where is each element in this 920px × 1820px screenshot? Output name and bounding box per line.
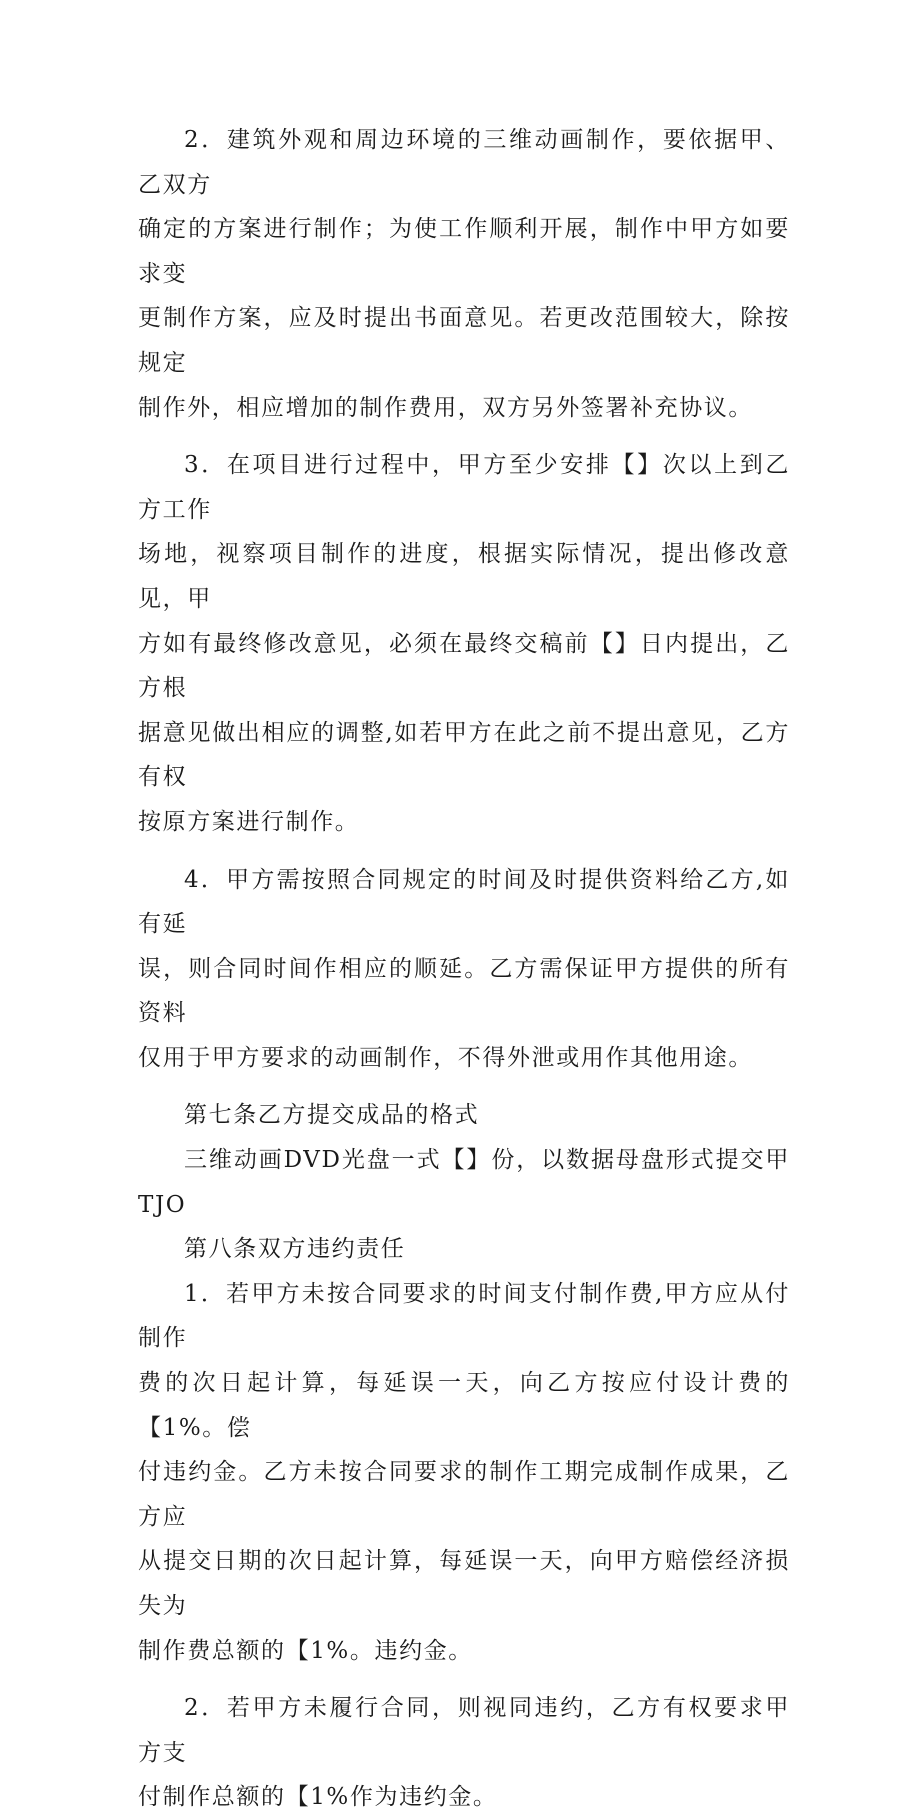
- text-line: 4．甲方需按照合同规定的时间及时提供资料给乙方,如有延: [138, 866, 790, 938]
- paragraph-clause-3: [138, 443, 790, 844]
- text-line: 制作费总额的【1%。违约金。: [138, 1637, 473, 1664]
- text-line: 按原方案进行制作。: [138, 808, 360, 835]
- text-line: 更制作方案，应及时提出书面意见。若更改范围较大，除按规定: [138, 305, 790, 376]
- article-8-heading: [138, 1227, 790, 1272]
- paragraph-clause-4: [138, 858, 790, 1081]
- article-7-heading: [138, 1093, 790, 1138]
- text-line: 付制作总额的【1%作为违约金。: [138, 1784, 498, 1811]
- document-page: [138, 118, 790, 1820]
- text-line: 第八条双方违约责任: [184, 1236, 406, 1263]
- paragraph-clause-2: [138, 118, 790, 430]
- text-line: 2．若甲方未履行合同，则视同违约，乙方有权要求甲方支: [138, 1695, 790, 1766]
- text-line: 3．在项目进行过程中，甲方至少安排【】次以上到乙方工作: [138, 452, 790, 523]
- paragraph-clause-8-2: [138, 1686, 790, 1820]
- article-7-content: [138, 1138, 790, 1227]
- text-line: 从提交日期的次日起计算，每延误一天，向甲方赔偿经济损失为: [138, 1548, 790, 1619]
- text-line: 仅用于甲方要求的动画制作，不得外泄或用作其他用途。: [138, 1044, 753, 1071]
- text-line: 制作外，相应增加的制作费用，双方另外签署补充协议。: [138, 394, 753, 421]
- text-line: 第七条乙方提交成品的格式: [184, 1102, 480, 1129]
- text-line: 据意见做出相应的调整,如若甲方在此之前不提出意见，乙方有权: [138, 719, 790, 791]
- text-line: 方如有最终修改意见，必须在最终交稿前【】日内提出，乙方根: [138, 630, 790, 702]
- text-line: 场地，视察项目制作的进度，根据实际情况，提出修改意见，甲: [138, 541, 790, 612]
- text-line: 确定的方案进行制作；为使工作顺利开展，制作中甲方如要求变: [138, 216, 790, 287]
- paragraph-clause-8-1: [138, 1272, 790, 1673]
- text-line: 2．建筑外观和周边环境的三维动画制作，要依据甲、乙双方: [138, 127, 790, 198]
- text-line: 三维动画DVD光盘一式【】份，以数据母盘形式提交甲TJO: [138, 1147, 790, 1218]
- text-line: 付违约金。乙方未按合同要求的制作工期完成制作成果，乙方应: [138, 1459, 790, 1530]
- text-line: 费的次日起计算，每延误一天，向乙方按应付设计费的【1%。偿: [138, 1370, 790, 1441]
- text-line: 误，则合同时间作相应的顺延。乙方需保证甲方提供的所有资料: [138, 955, 790, 1027]
- text-line: 1．若甲方未按合同要求的时间支付制作费,甲方应从付制作: [138, 1280, 790, 1352]
